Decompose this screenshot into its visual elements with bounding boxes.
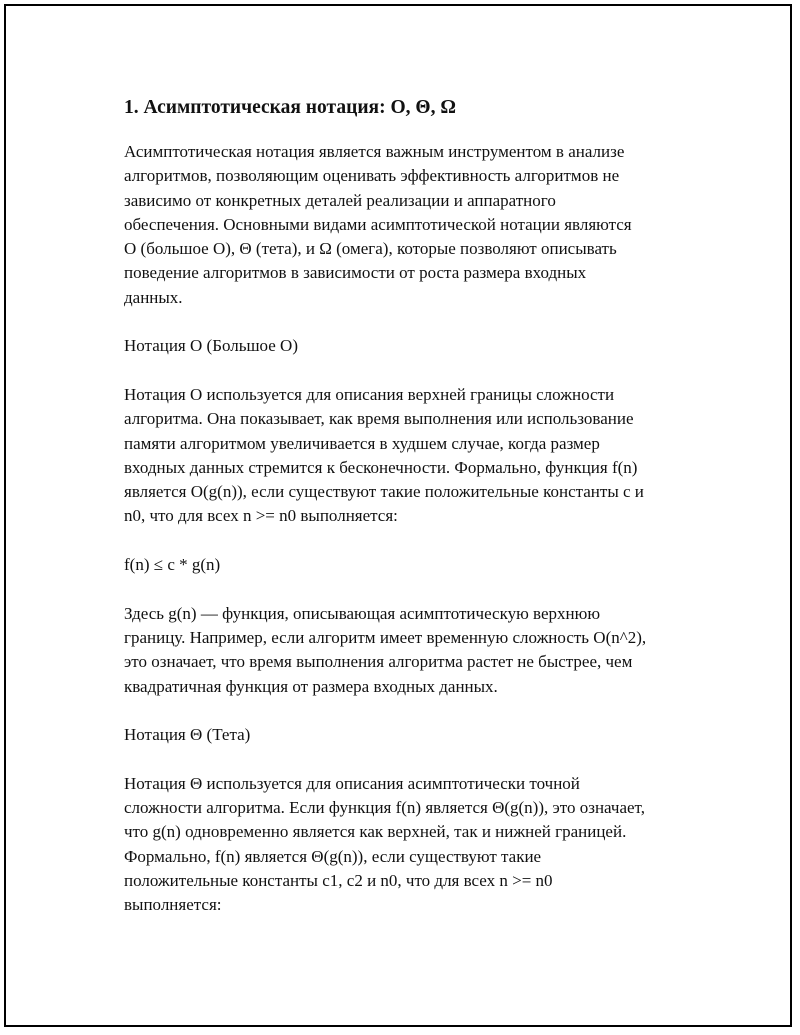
spacer <box>124 529 714 553</box>
text-line: поведение алгоритмов в зависимости от роста размера входных <box>124 263 587 283</box>
intro-paragraph <box>124 140 714 310</box>
text-line: Нотация Θ используется для описания асимптотически точной <box>124 773 580 793</box>
page-frame <box>4 4 792 1027</box>
spacer <box>124 699 714 723</box>
text-line: алгоритма. Она показывает, как время выполнения или использование <box>124 409 634 429</box>
text-line: O (большое O), Θ (тета), и Ω (омега), которые позволяют описывать <box>124 239 617 259</box>
text-line: это означает, что время выполнения алгоритма растет не быстрее, чем <box>124 652 633 672</box>
text-line: положительные константы c1, c2 и n0, что для всех n >= n0 <box>124 870 553 890</box>
text-line: алгоритмов, позволяющим оценивать эффективность алгоритмов не <box>124 166 620 186</box>
text-line: входных данных стремится к бесконечности. Формально, функция f(n) <box>124 457 638 477</box>
theta-subtitle: Нотация Θ (Тета) <box>124 725 251 745</box>
text-line: выполняется: <box>124 895 222 915</box>
text-line: границу. Например, если алгоритм имеет временную сложность O(n^2), <box>124 627 647 647</box>
big-o-subtitle: Нотация O (Большое O) <box>124 336 298 356</box>
text-line: сложности алгоритма. Если функция f(n) является Θ(g(n)), это означает, <box>124 798 645 818</box>
text-line: данных. <box>124 287 183 307</box>
big-o-formula: f(n) ≤ c * g(n) <box>124 555 221 575</box>
text-line: зависимо от конкретных деталей реализации и аппаратного <box>124 190 556 210</box>
text-line: является O(g(n)), если существуют такие положительные константы c и <box>124 482 644 502</box>
text-line: что g(n) одновременно является как верхней, так и нижней границей. <box>124 822 627 842</box>
spacer <box>124 747 714 771</box>
text-line: Асимптотическая нотация является важным инструментом в анализе <box>124 142 625 161</box>
big-o-paragraph <box>124 383 714 529</box>
spacer <box>124 577 714 601</box>
spacer <box>124 359 714 383</box>
text-line: n0, что для всех n >= n0 выполняется: <box>124 506 398 526</box>
theta-paragraph <box>124 772 714 918</box>
section-heading: 1. Асимптотическая нотация: O, Θ, Ω <box>124 97 456 118</box>
text-line: Формально, f(n) является Θ(g(n)), если существуют такие <box>124 846 542 866</box>
text-line: обеспечения. Основными видами асимптотической нотации являются <box>124 214 632 234</box>
text-line: Нотация O используется для описания верхней границы сложности <box>124 384 615 404</box>
document-body <box>124 96 714 918</box>
text-line: квадратичная функция от размера входных данных. <box>124 676 498 696</box>
big-o-explanation <box>124 602 714 699</box>
text-line: Здесь g(n) — функция, описывающая асимптотическую верхнюю <box>124 603 601 623</box>
spacer <box>124 310 714 334</box>
text-line: памяти алгоритмом увеличивается в худшем случае, когда размер <box>124 433 600 453</box>
